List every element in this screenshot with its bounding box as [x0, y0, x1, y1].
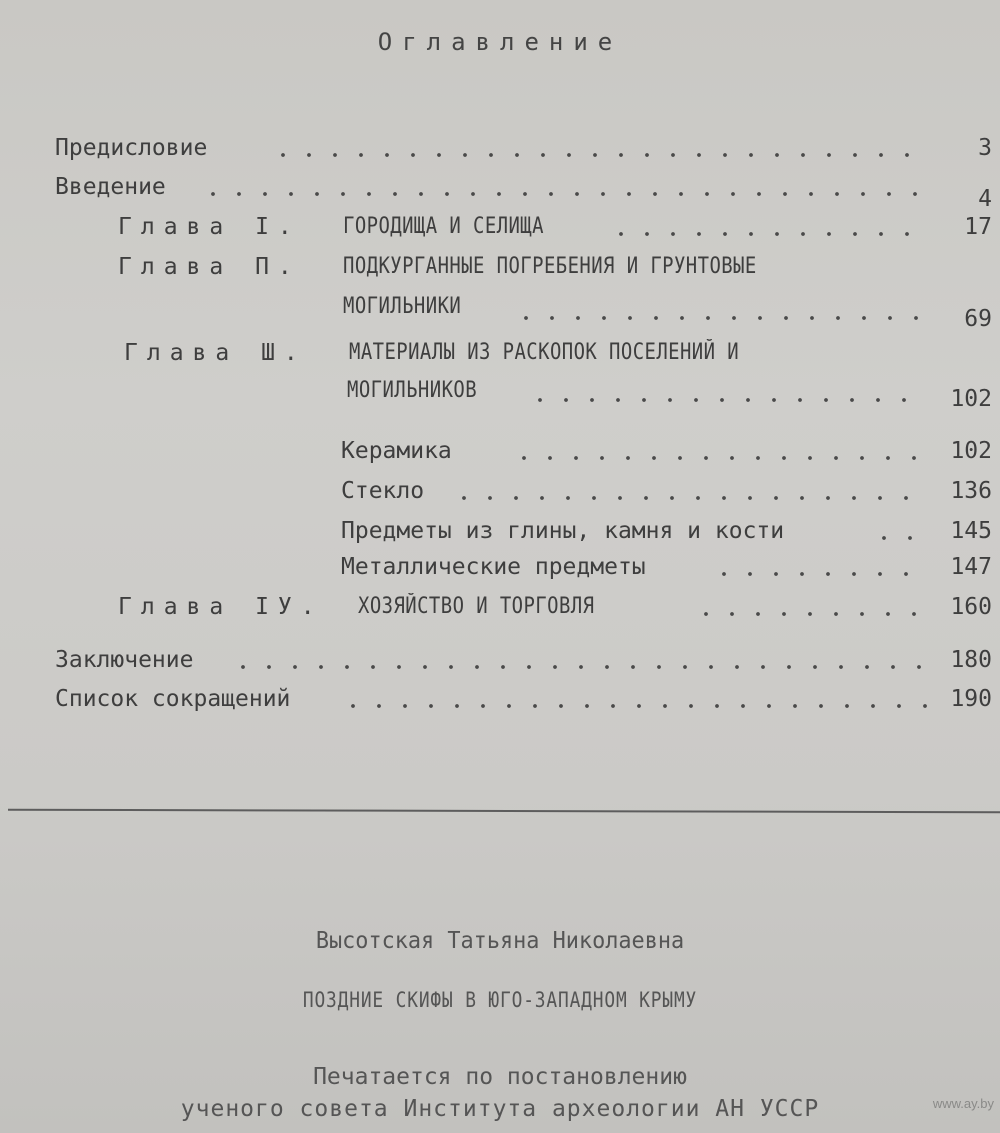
- toc-page: 160: [950, 594, 992, 620]
- toc-entry-glass: [341, 476, 992, 508]
- toc-leader: [451, 496, 921, 500]
- toc-label: МАТЕРИАЛЫ ИЗ РАСКОПОК ПОСЕЛЕНИЙ И: [349, 340, 740, 365]
- toc-leader: [608, 232, 928, 236]
- toc-chapter-prefix: Глава IУ.: [118, 594, 324, 620]
- toc-label: Металлические предметы: [341, 554, 646, 580]
- toc-page: 145: [950, 518, 992, 544]
- toc-page: 136: [950, 478, 992, 504]
- toc-page: 69: [964, 306, 992, 332]
- toc-chapter-prefix: Глава Ш.: [124, 340, 307, 366]
- section-divider: [8, 809, 1000, 814]
- toc-label: Стекло: [341, 478, 425, 504]
- toc-page: 17: [964, 214, 992, 240]
- toc-chapter-prefix: Глава П.: [118, 254, 301, 280]
- toc-page: 147: [950, 554, 992, 580]
- toc-page: 3: [978, 135, 992, 161]
- toc-leader: [340, 704, 930, 708]
- toc-entry-introduction: [55, 172, 992, 212]
- page-title: Оглавление: [377, 28, 623, 56]
- toc-leader: [511, 456, 921, 460]
- toc-entry-metal-items: [341, 552, 992, 584]
- toc-leader: [200, 192, 930, 196]
- publication-note-line-2: ученого совета Института археологии АН УССР: [180, 1096, 820, 1122]
- toc-entry-preface: [55, 133, 992, 165]
- toc-entry-chapter-2: [118, 252, 992, 284]
- toc-entry-chapter-2-cont: [343, 292, 992, 332]
- book-title: ПОЗДНИЕ СКИФЫ В ЮГО-ЗАПАДНОМ КРЫМУ: [302, 988, 698, 1012]
- toc-page: 102: [950, 438, 992, 464]
- toc-leader: [711, 572, 921, 576]
- toc-leader: [230, 665, 930, 669]
- toc-leader: [871, 536, 931, 540]
- toc-chapter-prefix: Глава I.: [118, 214, 301, 240]
- author-name: Высотская Татьяна Николаевна: [315, 928, 685, 954]
- toc-page: 190: [950, 686, 992, 712]
- toc-leader: [693, 612, 923, 616]
- toc-label: Предметы из глины, камня и кости: [341, 518, 785, 544]
- toc-entry-ceramics: [341, 436, 992, 468]
- publication-note-line-1: Печатается по постановлению: [313, 1064, 687, 1090]
- toc-label-cont: МОГИЛЬНИКИ: [343, 294, 462, 319]
- toc-entry-clay-stone-bone: [341, 516, 992, 548]
- toc-label: ПОДКУРГАННЫЕ ПОГРЕБЕНИЯ И ГРУНТОВЫЕ: [343, 254, 757, 279]
- toc-leader: [527, 398, 927, 402]
- toc-leader: [270, 153, 930, 157]
- toc-label: ГОРОДИЩА И СЕЛИЩА: [343, 214, 544, 239]
- toc-label: Список сокращений: [55, 686, 291, 712]
- toc-label: Введение: [55, 174, 166, 200]
- toc-entry-chapter-4: [118, 592, 992, 624]
- toc-label: Керамика: [341, 438, 452, 464]
- toc-label-cont: МОГИЛЬНИКОВ: [347, 378, 478, 403]
- watermark: www.ay.by: [932, 1096, 994, 1111]
- toc-entry-chapter-3: [124, 338, 992, 370]
- toc-leader: [513, 316, 923, 320]
- toc-entry-abbreviations: [55, 684, 992, 716]
- toc-entry-chapter-3-cont: [347, 376, 992, 412]
- toc-entry-conclusion: [55, 645, 992, 677]
- toc-label: Предисловие: [55, 135, 208, 161]
- toc-page: 4: [978, 186, 992, 212]
- toc-page: 180: [950, 647, 992, 673]
- toc-label: ХОЗЯЙСТВО И ТОРГОВЛЯ: [358, 594, 595, 619]
- toc-label: Заключение: [55, 647, 194, 673]
- toc-entry-chapter-1: [118, 212, 992, 244]
- toc-page: 102: [950, 386, 992, 412]
